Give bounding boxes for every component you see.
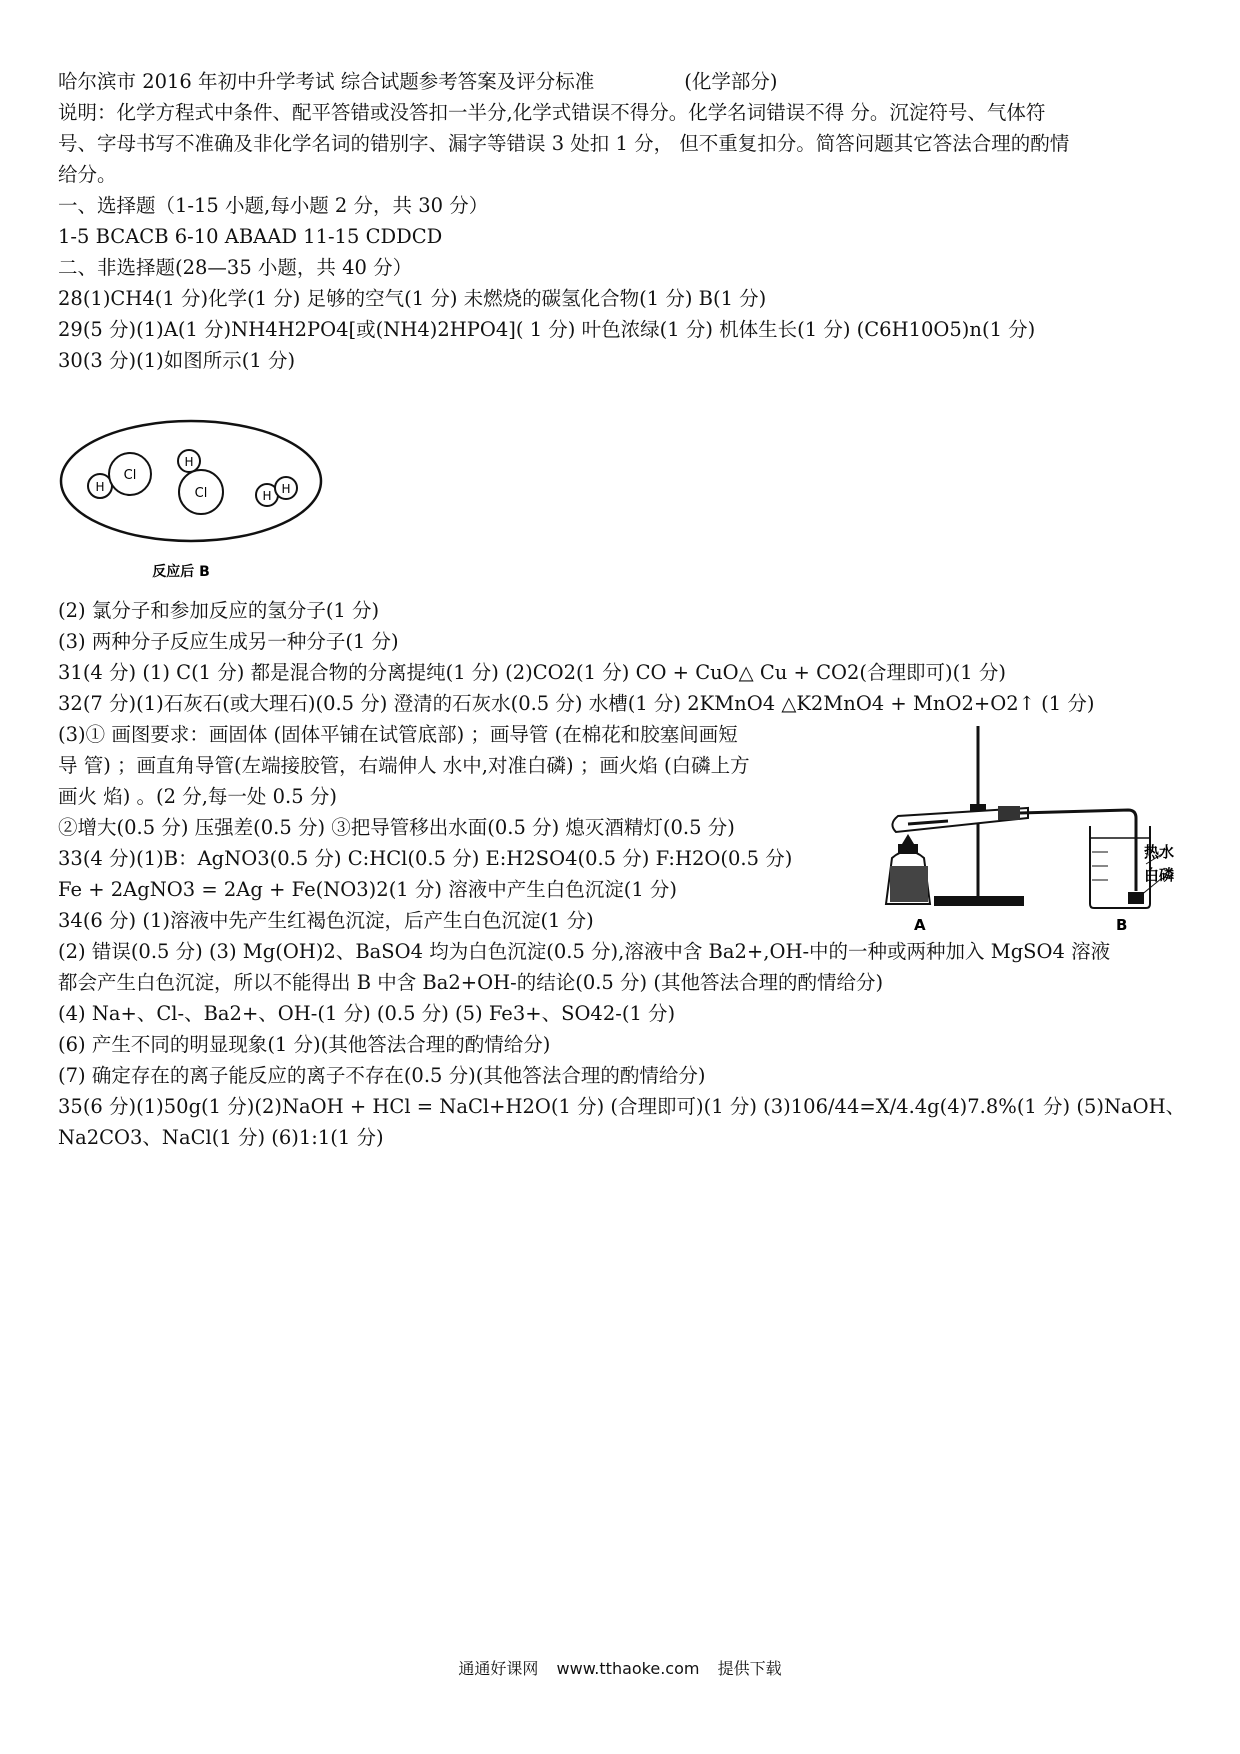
atom-h-label: H bbox=[262, 489, 272, 503]
note-line-1: 说明：化学方程式中条件、配平答错或没答扣一半分,化学式错误不得分。化学名词错误不得 分。沉淀符号、气体符 bbox=[58, 101, 1046, 124]
section2-heading: 二、非选择题(28—35 小题，共 40 分） bbox=[58, 256, 413, 279]
note-line-2: 号、字母书写不准确及非化学名词的错别字、漏字等错误 3 处扣 1 分， 但不重复扣分。简答问题其它答法合理的酌情 bbox=[58, 132, 1070, 155]
atom-h-label: H bbox=[95, 480, 105, 494]
q34-part6: (6) 产生不同的明显现象(1 分)(其他答法合理的酌情给分) bbox=[58, 1033, 551, 1056]
q34-answer: 34(6 分) (1)溶液中先产生红褐色沉淀，后产生白色沉淀(1 分) bbox=[58, 909, 594, 932]
alcohol-lamp bbox=[886, 834, 930, 904]
apparatus-label-a: A bbox=[914, 916, 926, 934]
page-footer bbox=[0, 1656, 1240, 1679]
q29-answer: 29(5 分)(1)A(1 分)NH4H2PO4[或(NH4)2HPO4]( 1 分) 叶色浓绿(1 分) 机体生长(1 分) (C6H10O5)n(1 分) bbox=[58, 318, 1036, 341]
page-title bbox=[58, 66, 777, 98]
q33-answer-line2: Fe + 2AgNO3 = 2Ag + Fe(NO3)2(1 分) 溶液中产生白色沉淀(1 分) bbox=[58, 878, 678, 901]
q35-answer-line1: 35(6 分)(1)50g(1 分)(2)NaOH + HCl = NaCl+H2O(1 分) (合理即可)(1 分) (3)106/44=X/4.4g(4)7.8%(1 分) (5)NaOH、 bbox=[58, 1095, 1186, 1118]
note-line-3: 给分。 bbox=[58, 163, 117, 186]
q30-answer: 30(3 分)(1)如图所示(1 分) bbox=[58, 349, 296, 372]
footer-suffix: 提供下载 bbox=[717, 1659, 782, 1678]
q30-part3: (3) 两种分子反应生成另一种分子(1 分) bbox=[58, 630, 399, 653]
hcl-molecule-2 bbox=[178, 450, 223, 514]
q30-part2: (2) 氯分子和参加反应的氢分子(1 分) bbox=[58, 599, 380, 622]
hot-water-label: 热水 bbox=[1144, 843, 1175, 861]
q32-part3-line2: 导 管) ；画直角导管(左端接胶管，右端伸人 水中,对准白磷) ；画火焰 (白磷上方 bbox=[58, 754, 750, 777]
q33-answer-line1: 33(4 分)(1)B：AgNO3(0.5 分) C:HCl(0.5 分) E:H2SO4(0.5 分) F:H2O(0.5 分) bbox=[58, 847, 793, 870]
q32-answer: 32(7 分)(1)石灰石(或大理石)(0.5 分) 澄清的石灰水(0.5 分) 水槽(1 分) 2KMnO4 △K2MnO4 + MnO2+O2↑ (1 分) bbox=[58, 692, 1095, 715]
apparatus-diagram bbox=[878, 726, 1178, 938]
hcl-molecule bbox=[88, 453, 151, 498]
q34-part7: (7) 确定存在的离子能反应的离子不存在(0.5 分)(其他答法合理的酌情给分) bbox=[58, 1064, 706, 1087]
q32-part3-line3: 画火 焰) 。(2 分,每一处 0.5 分) bbox=[58, 785, 337, 808]
q35-answer-line2: Na2CO3、NaCl(1 分) (6)1:1(1 分) bbox=[58, 1126, 384, 1149]
document-title: 哈尔滨市 2016 年初中升学考试 综合试题参考答案及评分标准 bbox=[58, 70, 595, 93]
white-phosphorus-label: 白磷 bbox=[1144, 866, 1175, 884]
atom-cl-label: Cl bbox=[194, 486, 208, 501]
diagram-caption: 反应后 B bbox=[152, 564, 210, 580]
molecule-diagram bbox=[56, 416, 326, 586]
atom-cl-label: Cl bbox=[123, 468, 137, 483]
q32-part3-line1: (3)① 画图要求：画固体 (固体平铺在试管底部) ；画导管 (在棉花和胶塞间画短 bbox=[58, 723, 738, 746]
q34-part4: (4) Na+、Cl-、Ba2+、OH-(1 分) (0.5 分) (5) Fe3+、SO42-(1 分) bbox=[58, 1002, 676, 1025]
q32-part3-line4: ②增大(0.5 分) 压强差(0.5 分) ③把导管移出水面(0.5 分) 熄灭酒精灯(0.5 分) bbox=[58, 816, 735, 839]
test-tube bbox=[892, 806, 1028, 832]
apparatus-label-b: B bbox=[1116, 916, 1128, 934]
q28-answer: 28(1)CH4(1 分)化学(1 分) 足够的空气(1 分) 未燃烧的碳氢化合物(1 分) B(1 分) bbox=[58, 287, 767, 310]
footer-site-name: 通通好课网 bbox=[458, 1659, 539, 1678]
atom-h-label: H bbox=[184, 455, 194, 469]
atom-h-label: H bbox=[281, 482, 291, 496]
section1-answers: 1-5 BCACB 6-10 ABAAD 11-15 CDDCD bbox=[58, 225, 443, 248]
q31-answer: 31(4 分) (1) C(1 分) 都是混合物的分离提纯(1 分) (2)CO2(1 分) CO + CuO△ Cu + CO2(合理即可)(1 分) bbox=[58, 661, 1006, 684]
q34-part2-line1: (2) 错误(0.5 分) (3) Mg(OH)2、BaSO4 均为白色沉淀(0.5 分),溶液中含 Ba2+,OH-中的一种或两种加入 MgSO4 溶液 bbox=[58, 940, 1111, 963]
q34-part2-line2: 都会产生白色沉淀，所以不能得出 B 中含 Ba2+OH-的结论(0.5 分) (其他答法合理的酌情给分) bbox=[58, 971, 884, 994]
subject-label: (化学部分) bbox=[684, 70, 778, 93]
footer-url: www.tthaoke.com bbox=[556, 1659, 700, 1678]
section1-heading: 一、选择题（1-15 小题,每小题 2 分，共 30 分） bbox=[58, 194, 489, 217]
delivery-tube bbox=[1020, 810, 1136, 891]
h2-molecule bbox=[256, 477, 297, 506]
